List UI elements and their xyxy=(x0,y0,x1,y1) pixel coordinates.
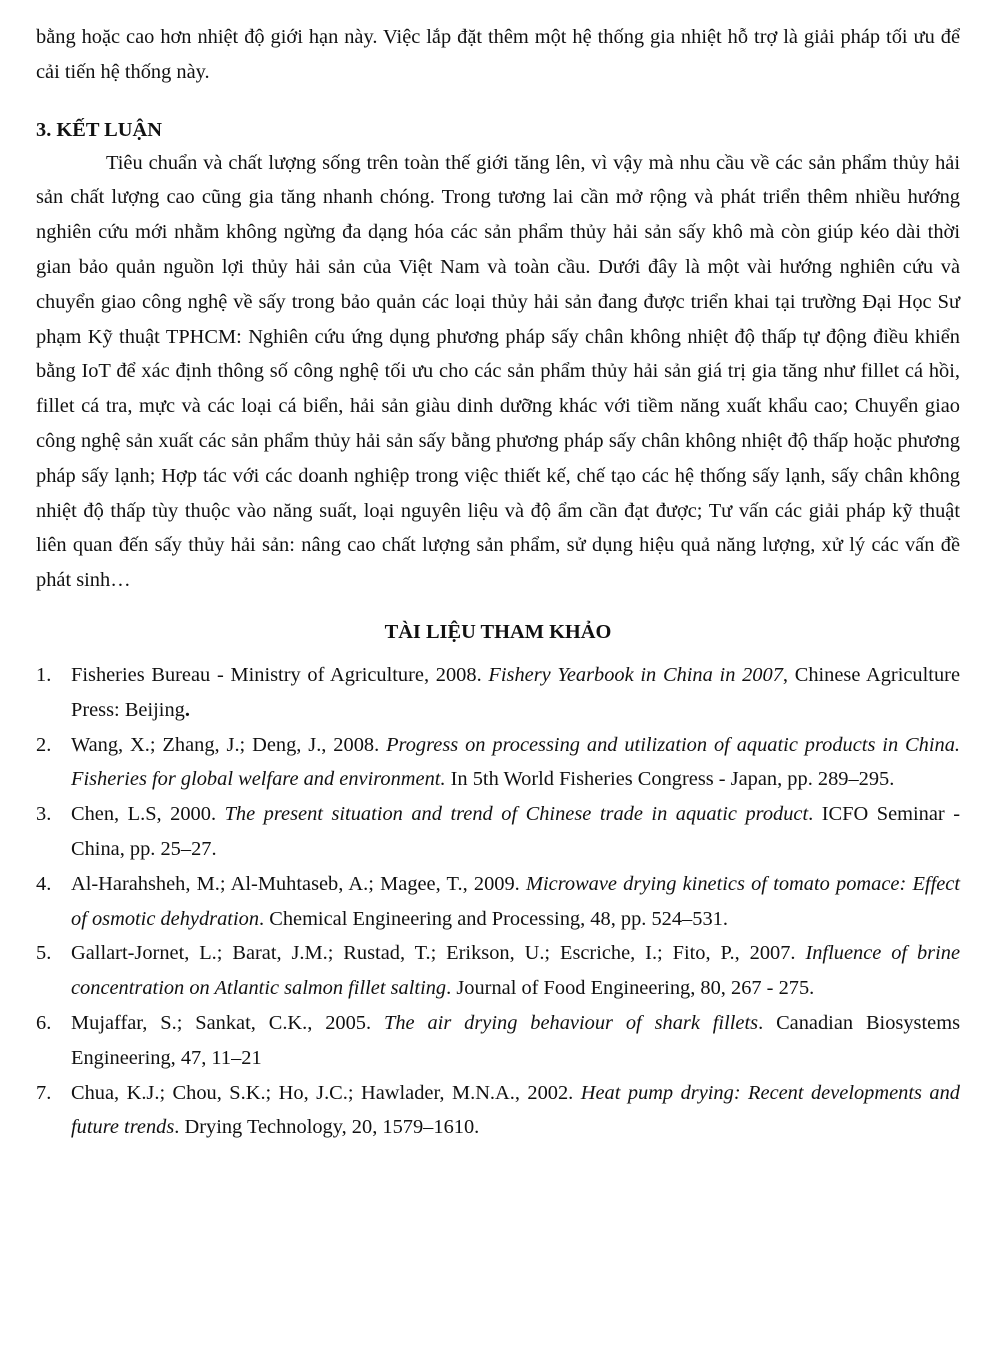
reference-item xyxy=(36,1076,960,1146)
reference-number: 6. xyxy=(36,1011,52,1034)
reference-item xyxy=(36,797,960,867)
reference-item xyxy=(36,728,960,798)
reference-tail: . xyxy=(184,698,190,721)
reference-authors: Chen, L.S, 2000. xyxy=(71,803,225,826)
conclusion-heading: 3. KẾT LUẬN xyxy=(36,118,162,141)
reference-title: Influence of brine concentration on Atlantic salmon fillet salting xyxy=(71,942,960,1000)
document-page xyxy=(36,20,960,1145)
reference-source: . Canadian Biosystems Engineering, 47, 11–21 xyxy=(71,1011,960,1069)
reference-source: . Chemical Engineering and Processing, 48, pp. 524–531. xyxy=(259,907,728,930)
reference-authors: Chua, K.J.; Chou, S.K.; Ho, J.C.; Hawlader, M.N.A., 2002. xyxy=(71,1081,581,1104)
reference-source: . Drying Technology, 20, 1579–1610. xyxy=(174,1116,480,1139)
reference-number: 2. xyxy=(36,733,52,756)
reference-number: 1. xyxy=(36,663,52,686)
reference-number: 4. xyxy=(36,872,52,895)
reference-authors: Al-Harahsheh, M.; Al-Muhtaseb, A.; Magee, T., 2009. xyxy=(71,872,526,895)
conclusion-body: Tiêu chuẩn và chất lượng sống trên toàn thế giới tăng lên, vì vậy mà nhu cầu về các sản phẩm thủy hải sản chất lượng cao cũng gia tăng nhanh chóng. Trong tương lai cần mở rộng và phát triển thêm nhiều hướng nghiên cứu mới nhằm không ngừng đa dạng hóa các sản phẩm thủy hải sản sấy khô mà còn giúp kéo dài thời gian bảo quản nguồn lợi thủy hải sản của Việt Nam và toàn cầu. Dưới đây là một vài hướng nghiên cứu và chuyển giao công nghệ về sấy trong bảo quản các loại thủy hải sản đang được triển khai tại trường Đại Học Sư phạm Kỹ thuật TPHCM: Nghiên cứu ứng dụng phương pháp sấy chân không nhiệt độ thấp tự động điều khiển bằng IoT để xác định thông số công nghệ tối ưu cho các sản phẩm thủy hải sản giá trị gia tăng như fillet cá hồi, fillet cá tra, mực và các loại cá biển, hải sản giàu dinh dưỡng khác với tiềm năng xuất khẩu cao; Chuyển giao công nghệ sản xuất các sản phẩm thủy hải sản sấy bằng phương pháp sấy chân không nhiệt độ thấp hoặc phương pháp sấy lạnh; Hợp tác với các doanh nghiệp trong việc thiết kế, chế tạo các hệ thống sấy lạnh, sấy chân không nhiệt độ thấp tùy thuộc vào năng suất, loại nguyên liệu và độ ẩm cần đạt được; Tư vấn các giải pháp kỹ thuật liên quan đến sấy thủy hải sản: nâng cao chất lượng sản phẩm, sử dụng hiệu quả năng lượng, xử lý các vấn đề phát sinh… xyxy=(36,151,960,592)
intro-paragraph: bằng hoặc cao hơn nhiệt độ giới hạn này. Việc lắp đặt thêm một hệ thống gia nhiệt hỗ trợ là giải pháp tối ưu để cải tiến hệ thống này. xyxy=(36,26,960,83)
reference-title: Microwave drying kinetics of tomato pomace: Effect of osmotic dehydration xyxy=(71,872,961,930)
references-heading: TÀI LIỆU THAM KHẢO xyxy=(384,620,612,643)
reference-item xyxy=(36,1006,960,1076)
reference-source: . ICFO Seminar - China, pp. 25–27. xyxy=(71,803,960,860)
reference-authors: Wang, X.; Zhang, J.; Deng, J., 2008. xyxy=(71,733,387,756)
reference-number: 3. xyxy=(36,803,52,826)
reference-authors: Gallart-Jornet, L.; Barat, J.M.; Rustad, T.; Erikson, U.; Escriche, I.; Fito, P., 2007. xyxy=(71,942,806,965)
reference-title: Progress on processing and utilization of aquatic products in China. Fisheries for global welfare and environment. xyxy=(71,733,960,791)
reference-source: , Chinese Agriculture Press: Beijing xyxy=(71,663,960,721)
reference-authors: Mujaffar, S.; Sankat, C.K., 2005. xyxy=(71,1011,384,1034)
reference-number: 5. xyxy=(36,942,52,965)
reference-title: The air drying behaviour of shark fillets xyxy=(384,1011,759,1034)
reference-title: Heat pump drying: Recent developments and future trends xyxy=(71,1081,960,1139)
references-list xyxy=(36,658,960,1145)
reference-title: Fishery Yearbook in China in 2007 xyxy=(488,663,783,686)
reference-item xyxy=(36,658,960,728)
reference-item xyxy=(36,936,960,1006)
reference-number: 7. xyxy=(36,1081,52,1104)
reference-authors: Fisheries Bureau - Ministry of Agriculture, 2008. xyxy=(71,663,489,686)
reference-source: . Journal of Food Engineering, 80, 267 - 275. xyxy=(446,977,815,1000)
reference-source: In 5th World Fisheries Congress - Japan, pp. 289–295. xyxy=(445,768,895,791)
reference-item xyxy=(36,867,960,937)
reference-title: The present situation and trend of Chinese trade in aquatic product xyxy=(224,803,809,826)
